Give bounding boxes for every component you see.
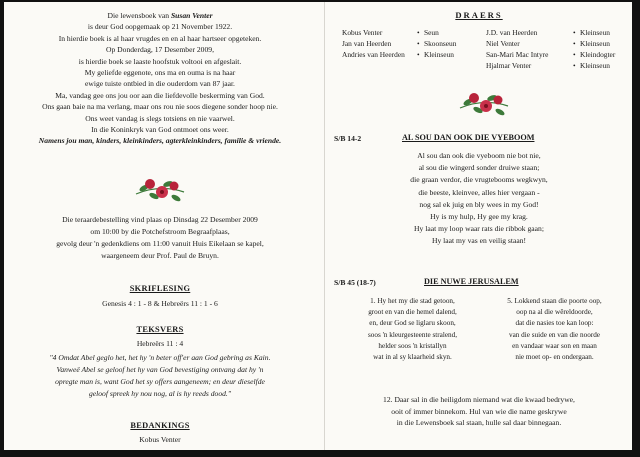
bullet: •: [417, 28, 420, 37]
bullet: •: [573, 28, 576, 37]
verse-line: oop na al die wêreldoorde,: [516, 308, 593, 317]
bullet: •: [573, 61, 576, 70]
verse-line: en vandaar waar son en maan: [512, 341, 597, 350]
intro-line: Ma, vandag gee ons jou oor aan die liefdevolle beskerming van God.: [55, 90, 265, 100]
verse-line: in die Lewensboek sal staan, hulle sal daar binnegaan.: [396, 418, 562, 427]
hymn1-line: Hy is my hulp, Hy gee my krag.: [430, 212, 528, 221]
hymn1-line: al sou die wingerd sonder druiwe staan;: [418, 163, 540, 173]
hymn2-ref: S/B 45 (18-7): [334, 278, 376, 287]
bearer-name: Niel Venter: [486, 39, 520, 48]
bearer-relation: Seun: [424, 28, 439, 37]
verse-line: dat die nasies toe kan loop:: [515, 319, 594, 328]
verse-line: 12. Daar sal in die heiligdom niemand wat die kwaad bedrywe,: [383, 395, 575, 404]
hymn2-title: DIE NUWE JERUSALEM: [424, 277, 519, 286]
hymn1-ref: S/B 14-2: [334, 134, 362, 143]
bearer-relation: Kleinseun: [424, 50, 454, 59]
service-line: gevolg deur 'n gedenkdiens om 11:00 vanuit Huis Eikelaan se kapel,: [56, 239, 264, 248]
service-line: Die teraardebestelling vind plaas op Dinsdag 22 Desember 2009: [62, 215, 258, 224]
verse-line: ooit of immer binnekom. Hul van wie die name geskrywe: [391, 406, 567, 416]
intro-line: ewige tuiste ontbied in die ouderdom van 87 jaar.: [85, 79, 235, 89]
program-sheet: [4, 2, 632, 450]
teksvers-line: geloof spreek hy nou nog, al is hy reeds dood.": [88, 389, 232, 398]
teksvers-line: opregte man is, want God het sy offers aangeneem; en deur dieselfde: [55, 377, 265, 386]
draers-heading: DRAERS: [455, 10, 503, 20]
bearer-name: J.D. van Heerden: [486, 28, 538, 37]
teksvers-heading: TEKSVERS: [136, 325, 184, 334]
verse-line: groot en van die hemel dalend,: [368, 308, 457, 317]
bearer-name: Andries van Heerden: [342, 50, 405, 59]
intro-line: In hierdie boek is al haar vrugdes en en al haar hartseer opgeteken.: [58, 33, 262, 43]
flower-icon: [456, 86, 512, 120]
intro-line-1: [4, 10, 316, 21]
intro-line: My geliefde eggenote, ons ma en ouma is na haar: [84, 68, 236, 77]
bullet: •: [573, 50, 576, 59]
verse-line: helder soos 'n kristallyn: [378, 341, 447, 350]
bearer-relation: Kleinseun: [580, 28, 610, 37]
intro-line: Namens jou man, kinders, kleinkinders, agterkleinkinders, familie & vriende.: [38, 136, 282, 146]
intro-line: Op Donderdag, 17 Desember 2009,: [106, 45, 214, 55]
verse-line: en, deur God se liglaru skoon,: [369, 319, 456, 328]
bullet: •: [417, 39, 420, 48]
bearer-name: San-Mari Mac Intyre: [486, 50, 549, 59]
bearer-name: Hjalmar Venter: [486, 61, 532, 70]
intro-line: Ons gaan baie na ma verlang, maar ons rou nie soos diegene sonder hoop nie.: [42, 102, 278, 112]
bearer-relation: Kleindogter: [580, 50, 616, 59]
skriflesing-heading: SKRIFLESING: [129, 284, 191, 293]
intro-line: Ons weet vandag is slegs totsiens en nie vaarwel.: [85, 113, 235, 123]
intro-line: is hierdie boek se laaste hoofstuk voltooi en afgeslait.: [78, 56, 242, 66]
verse-line: 1. Hy het my die stad getoon,: [370, 297, 455, 305]
skriflesing-text: Genesis 4 : 1 - 8 & Hebreërs 11 : 1 - 6: [102, 299, 218, 308]
service-line: om 10:00 by die Potchefstroom Begraafplaas,: [90, 227, 230, 236]
service-line: waargeneem deur Prof. Paul de Bruyn.: [101, 251, 219, 260]
hymn1-line: Hy laat my vas en veilig staan!: [431, 236, 527, 246]
bullet: •: [417, 50, 420, 59]
hymn1-line: Hy laat my loop waar rats die ribbok gaan;: [414, 224, 544, 234]
intro-line: is deur God oopgemaak op 21 November 1922.: [87, 22, 233, 32]
teksvers-ref: Hebreërs 11 : 4: [136, 339, 184, 348]
bearer-name: Jan van Heerden: [342, 39, 392, 48]
verse-line: soos 'n kleurgesteente stralend,: [368, 330, 457, 339]
bedankings-heading: BEDANKINGS: [130, 421, 190, 430]
verse-line: nie moet op- en ondergaan.: [515, 353, 594, 361]
hymn1-title: AL SOU DAN OOK DIE VYEBOOM: [402, 133, 535, 142]
verse-line: van die suide en van die noorde: [508, 330, 600, 339]
bearer-relation: Kleinseun: [580, 39, 610, 48]
verse-line: 5. Lokkend staan die poorte oop,: [507, 297, 602, 305]
verse-line: wat in al sy klaarheid skyn.: [373, 353, 452, 361]
fold-line: [324, 2, 325, 450]
intro-line: In die Koninkryk van God ontmoet ons weer.: [91, 125, 229, 134]
hymn1-line: die graan verdor, die vrugtebooms wegkwyn,: [410, 175, 548, 185]
intro-text: Die lewensboek van: [107, 11, 171, 20]
hymn1-line: nog sal ek juig en bly wees in my God!: [419, 199, 539, 209]
bullet: •: [573, 39, 576, 48]
hymn1-line: die beeste, kleinvee, alles hier vergaan -: [418, 187, 540, 197]
bedankings-name: Kobus Venter: [139, 435, 181, 444]
hymn1-line: Al sou dan ook die vyeboom nie bot nie,: [417, 151, 541, 160]
flower-icon: [132, 172, 188, 206]
bearer-relation: Kleinseun: [580, 61, 610, 70]
teksvers-line: Vanweë Abel se geloof het hy van God bevestiging ontvang dat hy 'n: [56, 365, 264, 374]
bearer-relation: Skoonseun: [424, 39, 457, 48]
bearer-name: Kobus Venter: [342, 28, 383, 37]
deceased-name: Susan Venter: [170, 11, 213, 20]
teksvers-line: "4 Omdat Abel geglo het, het hy 'n beter off'er aan God gebring as Kain.: [49, 353, 271, 362]
